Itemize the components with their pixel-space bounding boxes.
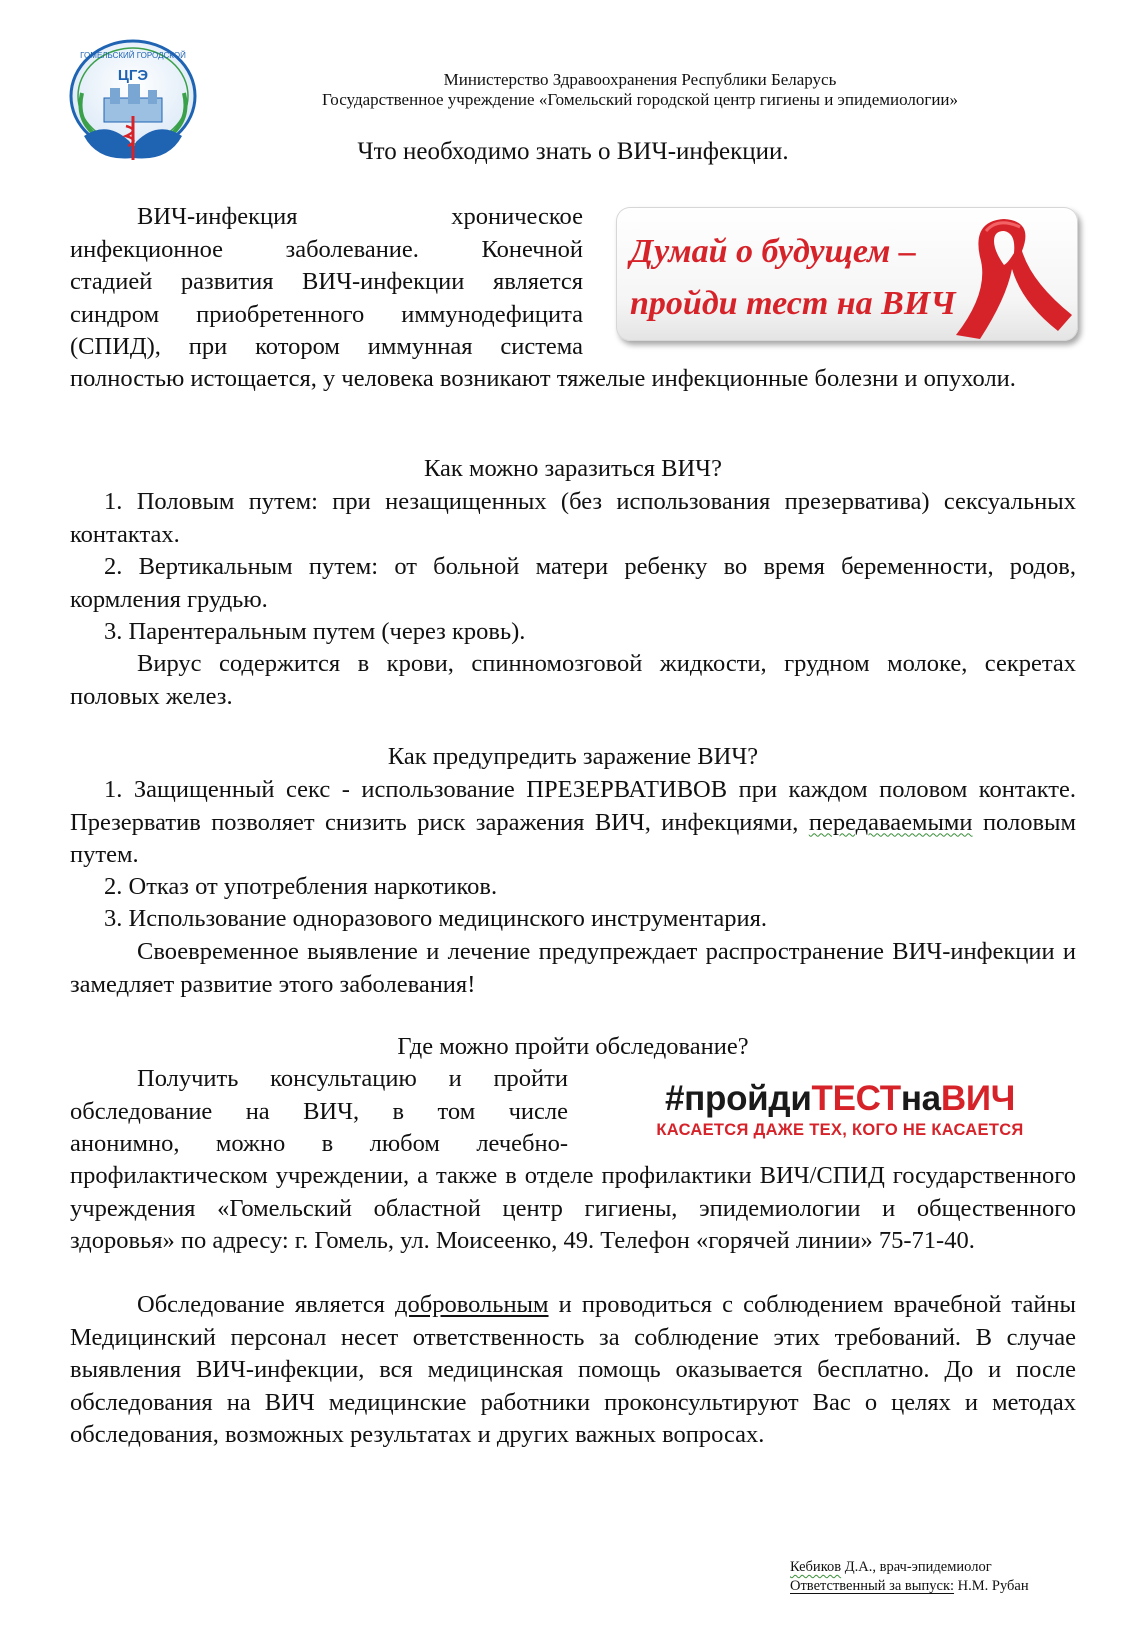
infection-item-3: 3. Парентеральным путем (через кровь). [104, 618, 526, 645]
banner-line-2: пройди тест на ВИЧ [630, 285, 956, 322]
prevention-item-1-wavy: передаваемыми [808, 808, 973, 836]
signature-responsible-label: Ответственный за выпуск: [790, 1578, 955, 1594]
banner-line-1: Думай о будущем – [630, 233, 916, 270]
hashtag-slogan: КАСАЕТСЯ ДАЖЕ ТЕХ, КОГО НЕ КАСАЕТСЯ [656, 1121, 1024, 1139]
intro-line-2: инфекционное заболевание. Конечной [70, 235, 583, 263]
signature-block [790, 1558, 1120, 1596]
intro-paragraph-wrapped [70, 201, 583, 364]
hiv-test-banner [616, 207, 1078, 341]
intro-line-3: стадией развития ВИЧ-инфекции является [70, 268, 583, 295]
document-header [210, 70, 1070, 110]
heading-testing: Где можно пройти обследование? [397, 1033, 749, 1060]
testing-p2-underlined: добровольным [395, 1291, 549, 1318]
testing-paragraph-2 [70, 1289, 1076, 1452]
heading-infection: Как можно заразиться ВИЧ? [424, 455, 722, 482]
testing-p2-end: и проводиться с соблюдением врачебной тайны Медицинский персонал несет ответственность за соблюдение этих требований. В случае выявления ВИЧ-инфекции, вся медицинская помощь оказывается бесплатно. До и после обследования на ВИЧ медицинские работники проконсультируют Вас о целях и методах обследования, возможных результатах и других важных вопросах. [70, 1291, 1076, 1448]
infection-item-1: 1. Половым путем: при незащищенных (без использования презерватива) сексуальных контактах. [70, 488, 1076, 548]
prevention-item-1 [70, 774, 1076, 872]
prevention-item-1-start: 1. Защищенный секс - использование ПРЕЗЕРВАТИВОВ при каждом половом контакте. Презерватив позволяет снизить риск заражения ВИЧ, инфекциями, [70, 776, 1076, 836]
red-ribbon-icon [946, 211, 1074, 339]
intro-line-1-a: ВИЧ-инфекция [137, 203, 298, 230]
hashtag-hiv: ВИЧ [940, 1079, 1015, 1118]
infection-item-2: 2. Вертикальным путем: от больной матери ребенку во время беременности, родов, кормления грудью. [70, 553, 1076, 613]
testing-line-1: Получить консультацию и пройти [137, 1065, 568, 1092]
intro-line-5: (СПИД), при котором иммунная система [70, 333, 583, 360]
hashtag-banner [600, 1079, 1080, 1151]
prevention-item-3: 3. Использование одноразового медицинского инструментария. [104, 905, 768, 932]
testing-line-3: анонимно, можно в любом лечебно- [70, 1130, 568, 1157]
signature-author-name: Кебиков [790, 1559, 842, 1575]
infection-note: Вирус содержится в крови, спинномозговой жидкости, грудном молоке, секретах половых желез. [70, 650, 1076, 710]
signature-responsible [790, 1577, 1120, 1596]
testing-paragraph-rest: профилактическом учреждении, а также в отделе профилактики ВИЧ/СПИД государственного учреждения «Гомельский областной центр гигиены, эпидемиологии и общественного здоровья» по адресу: г. Гомель, ул. Моисеенко, 49. Телефон «горячей линии» 75-71-40. [70, 1162, 1076, 1254]
hashtag-text [600, 1079, 1080, 1119]
logo-text-main: ЦГЭ [117, 67, 149, 84]
ministry-line: Министерство Здравоохранения Республики Беларусь [443, 70, 837, 89]
signature-author [790, 1558, 1120, 1577]
testing-line-2: обследование на ВИЧ, в том числе [70, 1097, 568, 1125]
prevention-note: Своевременное выявление и лечение предупреждает распространение ВИЧ-инфекции и замедляет развитие этого заболевания! [70, 938, 1076, 998]
hashtag-na: на [900, 1079, 941, 1118]
signature-author-rest: Д.А., врач-эпидемиолог [841, 1559, 992, 1575]
document-title: Что необходимо знать о ВИЧ-инфекции. [357, 138, 789, 165]
logo-text-top: ГОМЕЛЬСКИЙ ГОРОДСКОЙ [80, 51, 186, 60]
testing-paragraph-wrapped [70, 1063, 568, 1161]
institution-line: Государственное учреждение «Гомельский городской центр гигиены и эпидемиологии» [321, 90, 959, 109]
prevention-item-1-end: половым путем. [70, 808, 1076, 868]
hashtag-test: ТЕСТ [811, 1079, 901, 1118]
signature-responsible-name: Н.М. Рубан [954, 1578, 1029, 1594]
heading-prevention: Как предупредить заражение ВИЧ? [387, 743, 759, 770]
hashtag-hash: #пройди [665, 1079, 812, 1118]
intro-line-1-b: хроническое [451, 203, 583, 230]
prevention-item-2: 2. Отказ от употребления наркотиков. [104, 873, 498, 900]
intro-line-1 [70, 201, 583, 234]
intro-paragraph-rest: полностью истощается, у человека возникают тяжелые инфекционные болезни и опухоли. [70, 365, 1016, 392]
intro-line-4: синдром приобретенного иммунодефицита [70, 300, 583, 328]
testing-p2-start: Обследование является [137, 1291, 396, 1318]
